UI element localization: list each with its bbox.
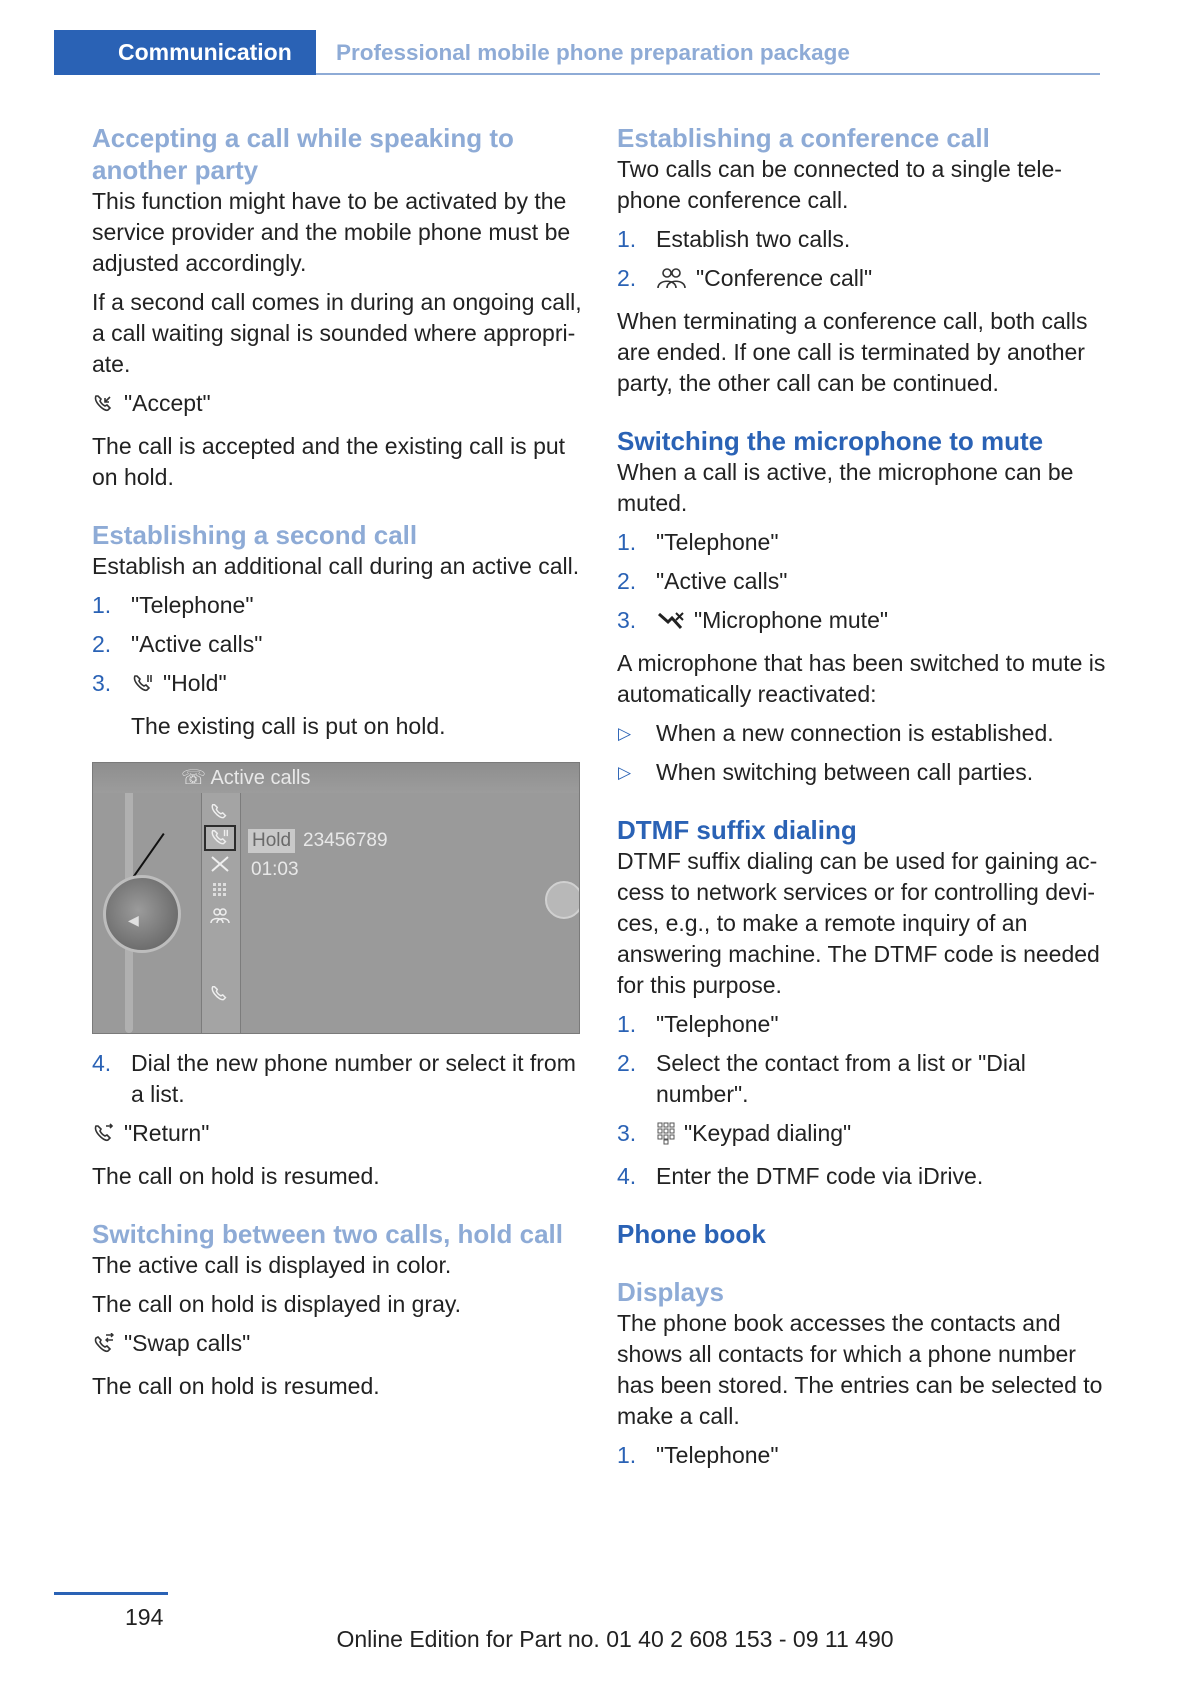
call-number: 23456789 xyxy=(303,830,388,851)
paragraph: This function might have to be activated by the service provider and the mobile phone must be adjusted accordingly. xyxy=(92,188,571,276)
return-call-icon xyxy=(92,1122,116,1153)
paragraph: Establish an additional call during an active call. xyxy=(92,553,580,579)
heading-second-call: Establishing a second call xyxy=(92,520,418,550)
list-item: 3. "Microphone mute" xyxy=(617,605,1107,640)
paragraph: When a call is active, the microphone can be muted. xyxy=(617,459,1074,516)
active-calls-screenshot xyxy=(92,762,580,1034)
list-item: ▷ When a new connection is established. xyxy=(617,718,1107,749)
accept-call-icon[interactable] xyxy=(204,799,236,825)
accept-line xyxy=(92,388,582,423)
heading-switching-calls: Switching between two calls, hold call xyxy=(92,1219,563,1249)
paragraph: DTMF suffix dialing can be used for gaining access to network services or for controlling devices, e.g., to make a remote inquiry of an answering machine. The DTMF code is needed for this purpose. xyxy=(617,848,1100,998)
controller-knob[interactable] xyxy=(103,875,181,953)
paragraph: A microphone that has been switched to mute is automatically reactivated: xyxy=(617,650,1106,707)
call-duration: 01:03 xyxy=(251,859,299,880)
list-item: 1. "Telephone" xyxy=(92,592,254,618)
list-item: 3. "Keypad dialing" xyxy=(617,1118,1107,1153)
accept-call-icon xyxy=(92,392,116,423)
list-item: 2. "Active calls" xyxy=(92,631,263,657)
list-item: 2. "Conference call" xyxy=(617,263,1107,298)
paragraph: The call on hold is resumed. xyxy=(92,1163,380,1189)
paragraph: When terminating a conference call, both calls are ended. If one call is terminated by another party, the other call can be continued. xyxy=(617,308,1088,396)
steps-list-continued xyxy=(92,1048,582,1110)
paragraph: The active call is displayed in color. xyxy=(92,1252,452,1278)
steps-list xyxy=(92,590,582,703)
steps-list xyxy=(617,1009,1107,1192)
microphone-mute-icon[interactable] xyxy=(204,851,236,877)
footer-rule xyxy=(54,1592,168,1595)
list-item: 1. "Telephone" xyxy=(617,529,779,555)
heading-phone-book: Phone book xyxy=(617,1219,766,1249)
swap-line: "Swap calls" xyxy=(92,1328,582,1363)
heading-microphone-mute: Switching the microphone to mute xyxy=(617,426,1044,456)
list-item: 4. Enter the DTMF code via iDrive. xyxy=(617,1163,984,1189)
steps-list xyxy=(617,1440,1107,1471)
hold-icon xyxy=(131,672,155,703)
paragraph: The call is accepted and the existing call is put on hold. xyxy=(92,433,566,490)
screen-title: ☏ Active calls xyxy=(181,767,311,789)
list-item: ▷ When switching between call parties. xyxy=(617,757,1107,788)
heading-accepting-call: Accepting a call while speaking to another party xyxy=(92,123,514,185)
steps-list xyxy=(617,527,1107,640)
heading-displays: Displays xyxy=(617,1277,724,1307)
page-number: 194 xyxy=(125,1604,164,1630)
hold-label: Hold xyxy=(248,829,295,853)
hold-icon[interactable] xyxy=(204,825,236,851)
list-item: 2. "Active calls" xyxy=(617,568,788,594)
bullet-list xyxy=(617,718,1107,788)
list-item: 1. "Telephone" xyxy=(617,1011,779,1037)
chapter-title: Professional mobile phone preparation package xyxy=(336,40,850,65)
keypad-icon xyxy=(656,1121,676,1153)
keypad-icon[interactable] xyxy=(204,877,236,903)
header-rule xyxy=(316,73,1100,75)
heading-dtmf: DTMF suffix dialing xyxy=(617,815,857,845)
section-tab: Communication xyxy=(54,30,316,75)
list-item: 4. Dial the new phone number or select it from a list. xyxy=(92,1050,576,1107)
left-arrow-icon: ◀ xyxy=(128,912,139,928)
swap-calls-icon[interactable] xyxy=(204,981,236,1007)
paragraph: The call on hold is displayed in gray. xyxy=(92,1291,462,1317)
triangle-bullet-icon: ▷ xyxy=(618,763,632,782)
triangle-bullet-icon: ▷ xyxy=(618,724,632,743)
heading-conference-call: Establishing a conference call xyxy=(617,123,990,153)
active-calls-icon: ☏ xyxy=(181,767,211,789)
list-item: 3. "Hold" xyxy=(92,668,582,703)
right-column xyxy=(617,122,1107,1479)
conference-call-icon[interactable] xyxy=(204,903,236,929)
steps-list xyxy=(617,224,1107,298)
paragraph: The call on hold is resumed. xyxy=(92,1373,380,1399)
list-item: 1. "Telephone" xyxy=(617,1442,779,1468)
paragraph: If a second call comes in during an ongoing call, a call waiting signal is sounded where appropriate. xyxy=(92,289,582,377)
right-knob-icon[interactable] xyxy=(545,881,580,919)
paragraph: Two calls can be connected to a single telephone conference call. xyxy=(617,156,1062,213)
step-note: The existing call is put on hold. xyxy=(131,713,446,739)
paragraph: The phone book accesses the contacts and shows all contacts for which a phone number has been stored. The entries can be selected to make a call. xyxy=(617,1310,1103,1429)
left-column xyxy=(92,122,582,1410)
conference-call-icon xyxy=(656,266,688,298)
swap-calls-icon xyxy=(92,1332,116,1363)
return-line: "Return" xyxy=(92,1118,582,1153)
page-header xyxy=(54,30,1100,75)
edition-note: Online Edition for Part no. 01 40 2 608 153 - 09 11 490 xyxy=(336,1626,894,1652)
screen-title-bar xyxy=(93,763,579,793)
list-item: 1. Establish two calls. xyxy=(617,226,851,252)
microphone-mute-icon xyxy=(656,609,686,640)
accept-label: "Accept" xyxy=(124,390,211,416)
list-item: 2. Select the contact from a list or "Dial number". xyxy=(617,1050,1026,1107)
